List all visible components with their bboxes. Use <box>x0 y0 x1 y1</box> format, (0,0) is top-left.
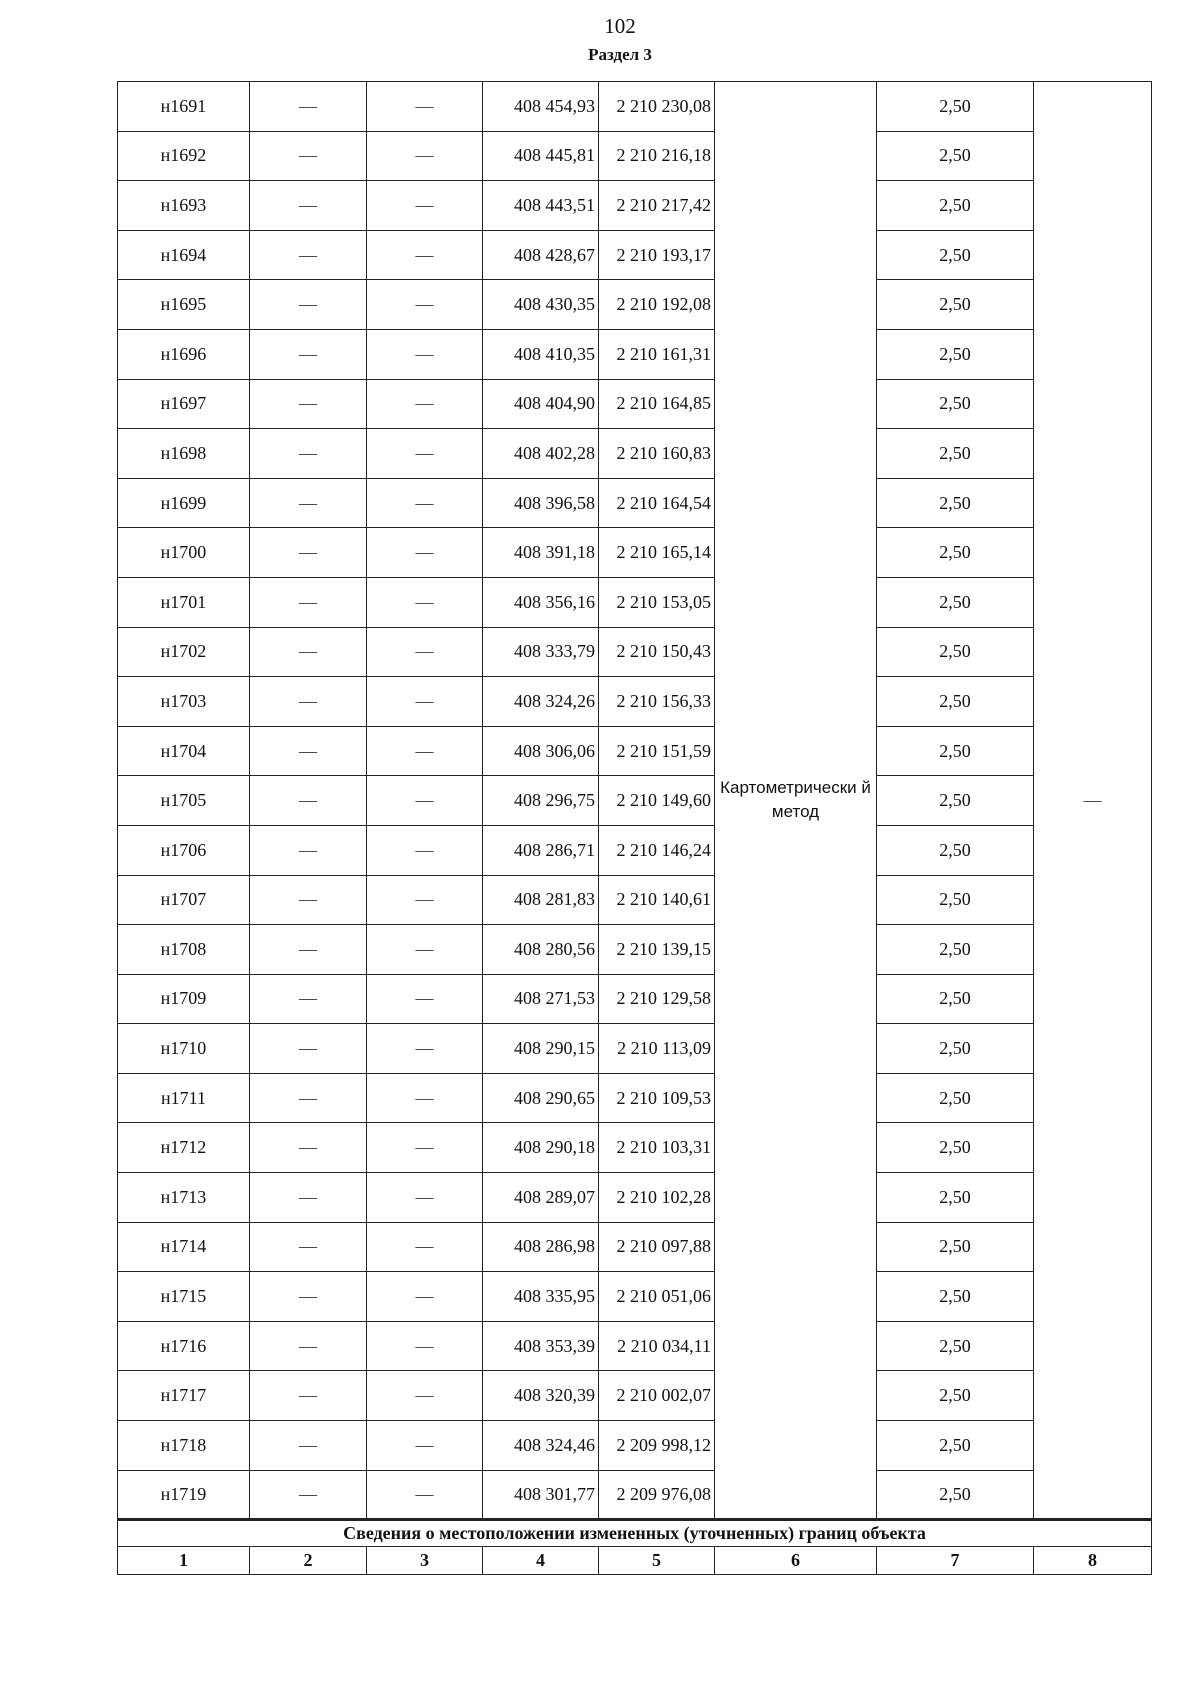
y-coordinate-cell: 2 210 103,31 <box>599 1123 715 1173</box>
point-id-cell: н1709 <box>118 974 250 1024</box>
accuracy-cell: 2,50 <box>877 1024 1034 1074</box>
y-coordinate-cell: 2 209 998,12 <box>599 1421 715 1471</box>
y-coordinate-cell: 2 210 164,85 <box>599 379 715 429</box>
y-coordinate-cell: 2 210 034,11 <box>599 1321 715 1371</box>
col3-cell: — <box>367 1421 483 1471</box>
x-coordinate-cell: 408 428,67 <box>483 230 599 280</box>
table-row <box>118 1421 1152 1471</box>
table-row <box>118 627 1152 677</box>
y-coordinate-cell: 2 210 160,83 <box>599 429 715 479</box>
table-row <box>118 974 1152 1024</box>
col3-cell: — <box>367 478 483 528</box>
point-id-cell: н1711 <box>118 1073 250 1123</box>
table-row <box>118 1173 1152 1223</box>
col3-cell: — <box>367 329 483 379</box>
table-row <box>118 1073 1152 1123</box>
y-coordinate-cell: 2 210 230,08 <box>599 82 715 132</box>
col3-cell: — <box>367 726 483 776</box>
col3-cell: — <box>367 1173 483 1223</box>
y-coordinate-cell: 2 210 217,42 <box>599 181 715 231</box>
x-coordinate-cell: 408 430,35 <box>483 280 599 330</box>
table-row <box>118 577 1152 627</box>
point-id-cell: н1703 <box>118 677 250 727</box>
col2-cell: — <box>250 925 367 975</box>
accuracy-cell: 2,50 <box>877 1123 1034 1173</box>
col2-cell: — <box>250 875 367 925</box>
col3-cell: — <box>367 825 483 875</box>
x-coordinate-cell: 408 324,46 <box>483 1421 599 1471</box>
col3-cell: — <box>367 1321 483 1371</box>
accuracy-cell: 2,50 <box>877 1321 1034 1371</box>
table-row <box>118 1123 1152 1173</box>
col3-cell: — <box>367 875 483 925</box>
x-coordinate-cell: 408 404,90 <box>483 379 599 429</box>
col2-cell: — <box>250 776 367 826</box>
y-coordinate-cell: 2 210 139,15 <box>599 925 715 975</box>
col2-cell: — <box>250 329 367 379</box>
column-number: 3 <box>367 1547 483 1575</box>
y-coordinate-cell: 2 210 192,08 <box>599 280 715 330</box>
column-number: 7 <box>877 1547 1034 1575</box>
col2-cell: — <box>250 181 367 231</box>
point-id-cell: н1691 <box>118 82 250 132</box>
y-coordinate-cell: 2 210 097,88 <box>599 1222 715 1272</box>
col2-cell: — <box>250 726 367 776</box>
table-row <box>118 776 1152 826</box>
accuracy-cell: 2,50 <box>877 82 1034 132</box>
x-coordinate-cell: 408 286,71 <box>483 825 599 875</box>
column-number: 6 <box>715 1547 877 1575</box>
point-id-cell: н1704 <box>118 726 250 776</box>
table-row <box>118 825 1152 875</box>
x-coordinate-cell: 408 290,65 <box>483 1073 599 1123</box>
point-id-cell: н1702 <box>118 627 250 677</box>
table-row <box>118 379 1152 429</box>
point-id-cell: н1698 <box>118 429 250 479</box>
x-coordinate-cell: 408 353,39 <box>483 1321 599 1371</box>
y-coordinate-cell: 2 210 151,59 <box>599 726 715 776</box>
accuracy-cell: 2,50 <box>877 1272 1034 1322</box>
accuracy-cell: 2,50 <box>877 379 1034 429</box>
col2-cell: — <box>250 429 367 479</box>
table-row <box>118 131 1152 181</box>
col3-cell: — <box>367 379 483 429</box>
accuracy-cell: 2,50 <box>877 925 1034 975</box>
col2-cell: — <box>250 131 367 181</box>
y-coordinate-cell: 2 210 165,14 <box>599 528 715 578</box>
x-coordinate-cell: 408 281,83 <box>483 875 599 925</box>
y-coordinate-cell: 2 210 109,53 <box>599 1073 715 1123</box>
point-id-cell: н1694 <box>118 230 250 280</box>
col2-cell: — <box>250 577 367 627</box>
point-id-cell: н1695 <box>118 280 250 330</box>
col3-cell: — <box>367 677 483 727</box>
col3-cell: — <box>367 280 483 330</box>
column-number-row <box>118 1547 1152 1575</box>
col2-cell: — <box>250 825 367 875</box>
column-number: 2 <box>250 1547 367 1575</box>
col2-cell: — <box>250 1173 367 1223</box>
x-coordinate-cell: 408 289,07 <box>483 1173 599 1223</box>
col3-cell: — <box>367 1470 483 1520</box>
point-id-cell: н1693 <box>118 181 250 231</box>
point-id-cell: н1714 <box>118 1222 250 1272</box>
col3-cell: — <box>367 82 483 132</box>
point-id-cell: н1701 <box>118 577 250 627</box>
y-coordinate-cell: 2 210 193,17 <box>599 230 715 280</box>
col8-cell: — <box>1034 82 1152 1520</box>
table-row <box>118 478 1152 528</box>
x-coordinate-cell: 408 271,53 <box>483 974 599 1024</box>
page-number: 102 <box>604 14 636 38</box>
point-id-cell: н1718 <box>118 1421 250 1471</box>
table-row <box>118 329 1152 379</box>
col3-cell: — <box>367 181 483 231</box>
accuracy-cell: 2,50 <box>877 875 1034 925</box>
x-coordinate-cell: 408 280,56 <box>483 925 599 975</box>
accuracy-cell: 2,50 <box>877 726 1034 776</box>
y-coordinate-cell: 2 209 976,08 <box>599 1470 715 1520</box>
point-id-cell: н1697 <box>118 379 250 429</box>
col2-cell: — <box>250 1272 367 1322</box>
accuracy-cell: 2,50 <box>877 825 1034 875</box>
x-coordinate-cell: 408 396,58 <box>483 478 599 528</box>
point-id-cell: н1717 <box>118 1371 250 1421</box>
x-coordinate-cell: 408 301,77 <box>483 1470 599 1520</box>
y-coordinate-cell: 2 210 102,28 <box>599 1173 715 1223</box>
accuracy-cell: 2,50 <box>877 1470 1034 1520</box>
col2-cell: — <box>250 478 367 528</box>
point-id-cell: н1696 <box>118 329 250 379</box>
col2-cell: — <box>250 1321 367 1371</box>
x-coordinate-cell: 408 324,26 <box>483 677 599 727</box>
col2-cell: — <box>250 379 367 429</box>
y-coordinate-cell: 2 210 161,31 <box>599 329 715 379</box>
point-id-cell: н1705 <box>118 776 250 826</box>
y-coordinate-cell: 2 210 051,06 <box>599 1272 715 1322</box>
table-row <box>118 429 1152 479</box>
column-number: 8 <box>1034 1547 1152 1575</box>
y-coordinate-cell: 2 210 150,43 <box>599 627 715 677</box>
col2-cell: — <box>250 280 367 330</box>
coordinates-table <box>117 81 1152 1575</box>
x-coordinate-cell: 408 286,98 <box>483 1222 599 1272</box>
col3-cell: — <box>367 429 483 479</box>
table-row <box>118 726 1152 776</box>
x-coordinate-cell: 408 290,18 <box>483 1123 599 1173</box>
accuracy-cell: 2,50 <box>877 181 1034 231</box>
y-coordinate-cell: 2 210 140,61 <box>599 875 715 925</box>
point-id-cell: н1716 <box>118 1321 250 1371</box>
accuracy-cell: 2,50 <box>877 280 1034 330</box>
table-row <box>118 1470 1152 1520</box>
col3-cell: — <box>367 577 483 627</box>
table-row <box>118 181 1152 231</box>
accuracy-cell: 2,50 <box>877 478 1034 528</box>
y-coordinate-cell: 2 210 129,58 <box>599 974 715 1024</box>
accuracy-cell: 2,50 <box>877 1421 1034 1471</box>
point-id-cell: н1692 <box>118 131 250 181</box>
col3-cell: — <box>367 1371 483 1421</box>
col2-cell: — <box>250 677 367 727</box>
accuracy-cell: 2,50 <box>877 1173 1034 1223</box>
y-coordinate-cell: 2 210 153,05 <box>599 577 715 627</box>
x-coordinate-cell: 408 335,95 <box>483 1272 599 1322</box>
point-id-cell: н1700 <box>118 528 250 578</box>
col3-cell: — <box>367 627 483 677</box>
col3-cell: — <box>367 528 483 578</box>
point-id-cell: н1708 <box>118 925 250 975</box>
x-coordinate-cell: 408 306,06 <box>483 726 599 776</box>
col3-cell: — <box>367 230 483 280</box>
col2-cell: — <box>250 1222 367 1272</box>
x-coordinate-cell: 408 402,28 <box>483 429 599 479</box>
x-coordinate-cell: 408 391,18 <box>483 528 599 578</box>
y-coordinate-cell: 2 210 146,24 <box>599 825 715 875</box>
col3-cell: — <box>367 776 483 826</box>
y-coordinate-cell: 2 210 156,33 <box>599 677 715 727</box>
col2-cell: — <box>250 528 367 578</box>
col2-cell: — <box>250 1073 367 1123</box>
table-row <box>118 1371 1152 1421</box>
col2-cell: — <box>250 1421 367 1471</box>
col2-cell: — <box>250 82 367 132</box>
x-coordinate-cell: 408 356,16 <box>483 577 599 627</box>
accuracy-cell: 2,50 <box>877 627 1034 677</box>
x-coordinate-cell: 408 445,81 <box>483 131 599 181</box>
column-number: 1 <box>118 1547 250 1575</box>
accuracy-cell: 2,50 <box>877 131 1034 181</box>
col2-cell: — <box>250 627 367 677</box>
y-coordinate-cell: 2 210 164,54 <box>599 478 715 528</box>
point-id-cell: н1706 <box>118 825 250 875</box>
table-caption: Сведения о местоположении измененных (уточненных) границ объекта <box>118 1520 1152 1547</box>
accuracy-cell: 2,50 <box>877 230 1034 280</box>
y-coordinate-cell: 2 210 149,60 <box>599 776 715 826</box>
point-id-cell: н1719 <box>118 1470 250 1520</box>
accuracy-cell: 2,50 <box>877 1222 1034 1272</box>
point-id-cell: н1712 <box>118 1123 250 1173</box>
y-coordinate-cell: 2 210 216,18 <box>599 131 715 181</box>
table-row <box>118 528 1152 578</box>
col2-cell: — <box>250 1470 367 1520</box>
col3-cell: — <box>367 1222 483 1272</box>
accuracy-cell: 2,50 <box>877 1073 1034 1123</box>
x-coordinate-cell: 408 443,51 <box>483 181 599 231</box>
y-coordinate-cell: 2 210 113,09 <box>599 1024 715 1074</box>
col3-cell: — <box>367 1123 483 1173</box>
point-id-cell: н1699 <box>118 478 250 528</box>
y-coordinate-cell: 2 210 002,07 <box>599 1371 715 1421</box>
col2-cell: — <box>250 1024 367 1074</box>
col3-cell: — <box>367 1073 483 1123</box>
point-id-cell: н1713 <box>118 1173 250 1223</box>
section-title: Раздел 3 <box>588 45 652 64</box>
accuracy-cell: 2,50 <box>877 577 1034 627</box>
table-row <box>118 280 1152 330</box>
caption-row <box>118 1520 1152 1547</box>
col3-cell: — <box>367 131 483 181</box>
col2-cell: — <box>250 1371 367 1421</box>
point-id-cell: н1710 <box>118 1024 250 1074</box>
table-row <box>118 82 1152 132</box>
table-row <box>118 1321 1152 1371</box>
col3-cell: — <box>367 1272 483 1322</box>
accuracy-cell: 2,50 <box>877 429 1034 479</box>
accuracy-cell: 2,50 <box>877 528 1034 578</box>
col2-cell: — <box>250 974 367 1024</box>
col3-cell: — <box>367 1024 483 1074</box>
accuracy-cell: 2,50 <box>877 1371 1034 1421</box>
col3-cell: — <box>367 974 483 1024</box>
table-body <box>118 82 1152 1575</box>
table-row <box>118 1222 1152 1272</box>
col2-cell: — <box>250 1123 367 1173</box>
column-number: 5 <box>599 1547 715 1575</box>
table-row <box>118 677 1152 727</box>
point-id-cell: н1715 <box>118 1272 250 1322</box>
x-coordinate-cell: 408 296,75 <box>483 776 599 826</box>
column-number: 4 <box>483 1547 599 1575</box>
x-coordinate-cell: 408 290,15 <box>483 1024 599 1074</box>
point-id-cell: н1707 <box>118 875 250 925</box>
table-row <box>118 1024 1152 1074</box>
x-coordinate-cell: 408 320,39 <box>483 1371 599 1421</box>
table-row <box>118 925 1152 975</box>
accuracy-cell: 2,50 <box>877 776 1034 826</box>
accuracy-cell: 2,50 <box>877 677 1034 727</box>
table-row <box>118 230 1152 280</box>
accuracy-cell: 2,50 <box>877 329 1034 379</box>
table-row <box>118 1272 1152 1322</box>
x-coordinate-cell: 408 333,79 <box>483 627 599 677</box>
col2-cell: — <box>250 230 367 280</box>
table-row <box>118 875 1152 925</box>
x-coordinate-cell: 408 410,35 <box>483 329 599 379</box>
accuracy-cell: 2,50 <box>877 974 1034 1024</box>
method-cell: Картометрически й метод <box>715 82 877 1520</box>
x-coordinate-cell: 408 454,93 <box>483 82 599 132</box>
col3-cell: — <box>367 925 483 975</box>
